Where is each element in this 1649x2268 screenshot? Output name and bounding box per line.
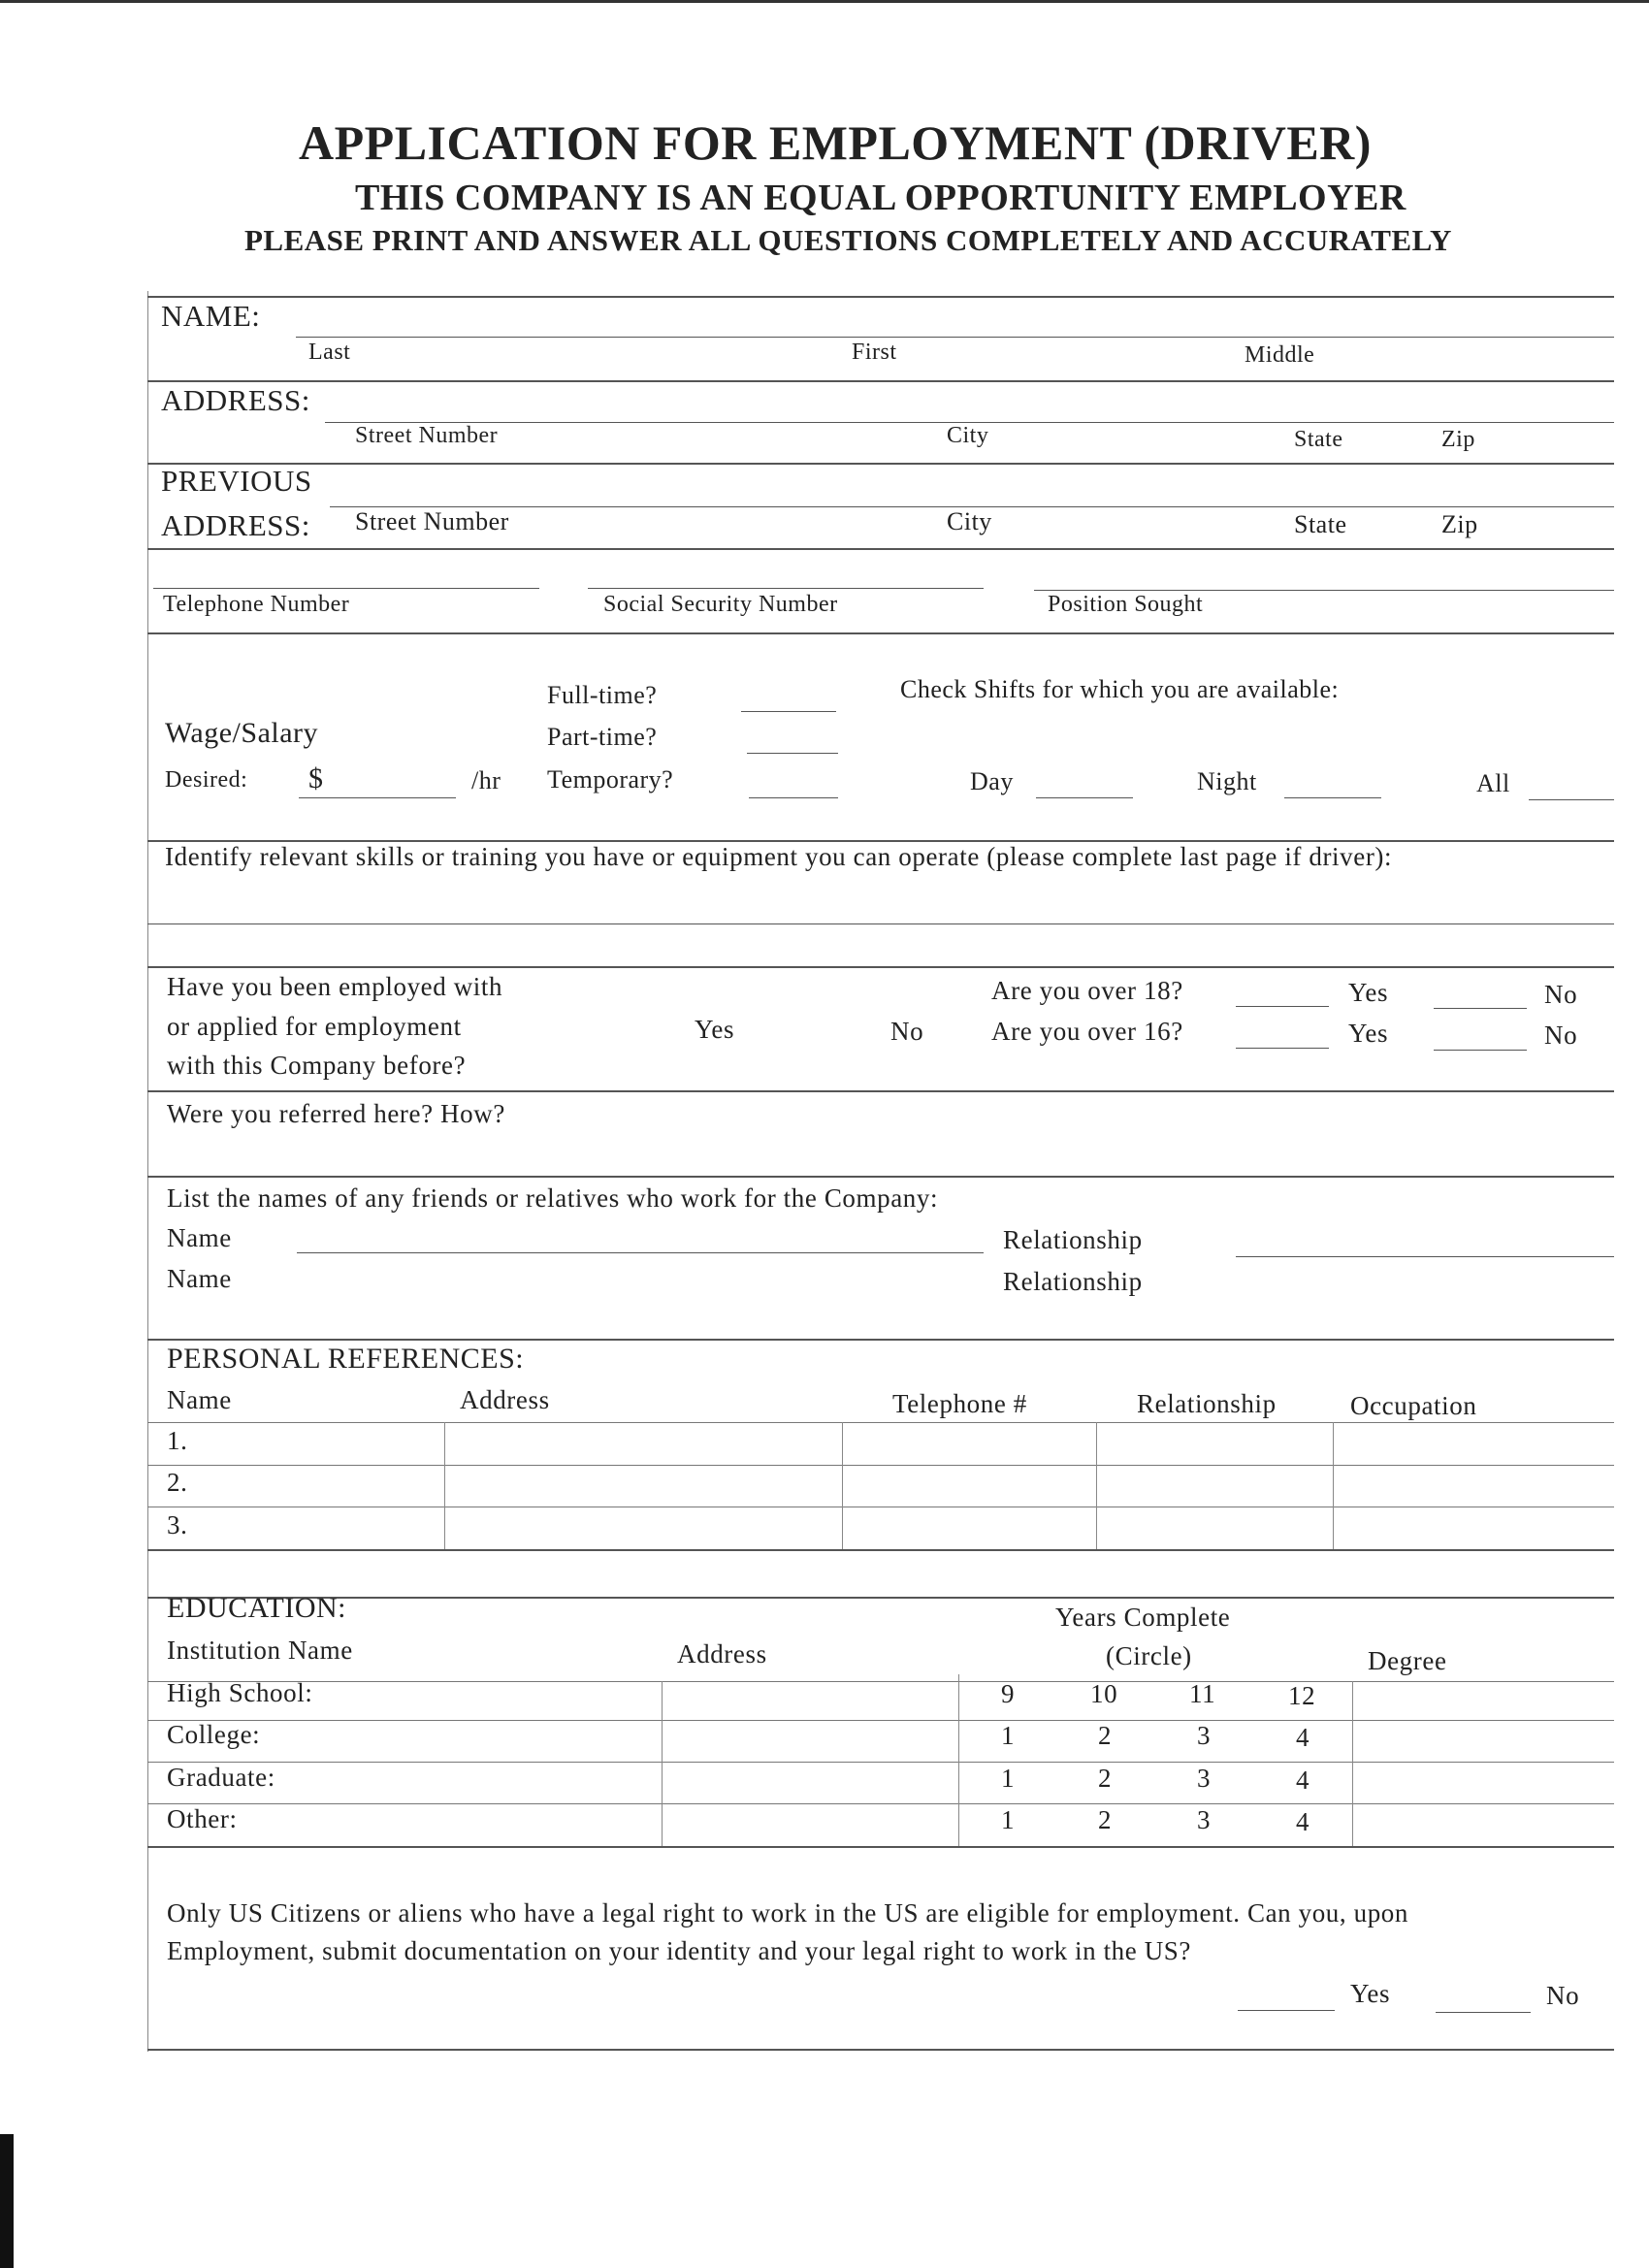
edu-year-other-4[interactable]: 4 — [1296, 1807, 1310, 1836]
address-state-caption: State — [1294, 427, 1343, 452]
full-time-label: Full-time? — [547, 681, 658, 709]
address-section-divider — [147, 463, 1614, 465]
over-16-yes: Yes — [1348, 1019, 1389, 1048]
employed-before-line-3: with this Company before? — [167, 1051, 467, 1080]
education-bottom-line — [147, 1846, 1614, 1848]
education-top-line — [147, 1597, 1614, 1599]
previous-address-divider — [147, 548, 1614, 550]
edu-year-hs-12[interactable]: 12 — [1288, 1681, 1316, 1710]
address-zip-caption: Zip — [1441, 427, 1475, 452]
over-18-label: Are you over 18? — [991, 976, 1183, 1005]
references-vline-1 — [444, 1422, 445, 1549]
relative-name-label-2: Name — [167, 1264, 232, 1293]
over-16-label: Are you over 16? — [991, 1017, 1183, 1046]
references-vline-4 — [1333, 1422, 1334, 1549]
relative-relationship-label-2: Relationship — [1003, 1267, 1143, 1296]
eligibility-no: No — [1546, 1981, 1580, 2010]
reference-row-1: 1. — [167, 1426, 188, 1455]
references-col-telephone: Telephone # — [892, 1389, 1027, 1418]
reference-row-3: 3. — [167, 1510, 188, 1539]
part-time-label: Part-time? — [547, 723, 658, 751]
over-18-yes-input[interactable] — [1236, 1006, 1329, 1007]
edu-year-other-2[interactable]: 2 — [1098, 1805, 1113, 1834]
full-time-input[interactable] — [741, 711, 836, 712]
references-row-line-1 — [147, 1465, 1614, 1466]
relatives-section-divider — [147, 1339, 1614, 1341]
all-shift-input[interactable] — [1529, 799, 1614, 800]
desired-label: Desired: — [165, 767, 248, 793]
eligibility-yes-input[interactable] — [1238, 2010, 1335, 2011]
skills-prompt: Identify relevant skills or training you have or equipment you can operate (please complete last page if driver): — [165, 842, 1393, 871]
edu-row-graduate: Graduate: — [167, 1763, 275, 1792]
form-instructions: PLEASE PRINT AND ANSWER ALL QUESTIONS COMPLETELY AND ACCURATELY — [244, 223, 1452, 257]
scan-top-edge — [0, 0, 1649, 3]
contact-row-divider — [147, 632, 1614, 634]
over-16-no-input[interactable] — [1434, 1050, 1527, 1051]
references-vline-2 — [842, 1422, 843, 1549]
temporary-label: Temporary? — [547, 765, 674, 794]
referral-prompt: Were you referred here? How? — [167, 1099, 505, 1128]
edu-year-hs-11[interactable]: 11 — [1189, 1679, 1216, 1708]
name-section-divider — [147, 380, 1614, 382]
form-top-line — [147, 296, 1614, 298]
edu-row-college: College: — [167, 1720, 261, 1749]
telephone-input-line[interactable] — [153, 588, 539, 589]
education-address-header: Address — [677, 1639, 767, 1669]
employed-before-line-2: or applied for employment — [167, 1012, 462, 1041]
reference-row-2: 2. — [167, 1468, 188, 1497]
eligibility-yes: Yes — [1350, 1979, 1391, 2008]
night-shift-label: Night — [1197, 767, 1257, 795]
relative-name-input-1[interactable] — [297, 1252, 984, 1253]
references-vline-3 — [1096, 1422, 1097, 1549]
referral-section-divider — [147, 1176, 1614, 1178]
education-row-line-3 — [147, 1803, 1614, 1804]
per-hour-label: /hr — [471, 766, 501, 794]
employed-before-yes[interactable]: Yes — [695, 1015, 735, 1044]
address-city-caption: City — [947, 423, 989, 448]
scan-edge-mark — [0, 2134, 14, 2268]
name-last-caption: Last — [308, 340, 351, 365]
telephone-caption: Telephone Number — [163, 592, 350, 617]
ssn-input-line[interactable] — [588, 588, 984, 589]
edu-row-other: Other: — [167, 1804, 238, 1833]
references-col-name: Name — [167, 1385, 232, 1414]
relative-relationship-label-1: Relationship — [1003, 1225, 1143, 1254]
employed-before-line-1: Have you been employed with — [167, 972, 503, 1001]
edu-year-college-1[interactable]: 1 — [1001, 1721, 1016, 1750]
edu-year-grad-2[interactable]: 2 — [1098, 1764, 1113, 1793]
form-left-border — [147, 291, 148, 2052]
education-row-line-2 — [147, 1762, 1614, 1763]
previous-address-label-2: ADDRESS: — [161, 508, 310, 542]
edu-year-other-1[interactable]: 1 — [1001, 1805, 1016, 1834]
over-16-no: No — [1544, 1021, 1578, 1050]
references-col-relationship: Relationship — [1137, 1389, 1277, 1418]
relative-name-label-1: Name — [167, 1223, 232, 1252]
over-16-yes-input[interactable] — [1236, 1048, 1329, 1049]
education-header-line — [147, 1681, 1614, 1682]
references-bottom-line — [147, 1549, 1614, 1551]
position-caption: Position Sought — [1048, 592, 1204, 617]
day-shift-label: Day — [970, 767, 1014, 795]
education-vline-2 — [958, 1674, 959, 1846]
previous-zip-caption: Zip — [1441, 510, 1478, 538]
previous-city-caption: City — [947, 507, 992, 535]
over-18-no: No — [1544, 980, 1578, 1009]
employment-section-divider — [147, 1090, 1614, 1092]
education-title: EDUCATION: — [167, 1592, 346, 1624]
all-shift-label: All — [1476, 769, 1510, 797]
circle-label: (Circle) — [1106, 1641, 1192, 1670]
position-input-line[interactable] — [1034, 590, 1614, 591]
degree-header: Degree — [1368, 1646, 1447, 1675]
eligibility-line-1: Only US Citizens or aliens who have a legal right to work in the US are eligible for employment. Can you, upon — [167, 1898, 1409, 1928]
edu-year-hs-9[interactable]: 9 — [1001, 1679, 1016, 1708]
ssn-caption: Social Security Number — [603, 592, 838, 617]
over-18-no-input[interactable] — [1434, 1008, 1527, 1009]
edu-year-grad-1[interactable]: 1 — [1001, 1764, 1016, 1793]
name-input-line[interactable] — [296, 337, 1614, 338]
form-title: APPLICATION FOR EMPLOYMENT (DRIVER) — [299, 115, 1372, 170]
years-complete-label: Years Complete — [1055, 1603, 1231, 1632]
night-shift-input[interactable] — [1284, 797, 1381, 798]
references-title: PERSONAL REFERENCES: — [167, 1343, 525, 1375]
previous-address-label-1: PREVIOUS — [161, 464, 312, 498]
form-subtitle: THIS COMPANY IS AN EQUAL OPPORTUNITY EMPLOYER — [355, 178, 1406, 218]
institution-name-header: Institution Name — [167, 1636, 353, 1665]
previous-street-caption: Street Number — [355, 507, 509, 535]
name-first-caption: First — [852, 340, 897, 365]
edu-year-other-3[interactable]: 3 — [1197, 1805, 1212, 1834]
education-vline-3 — [1352, 1681, 1353, 1846]
edu-year-hs-10[interactable]: 10 — [1090, 1679, 1118, 1708]
references-header-line — [147, 1422, 1614, 1423]
education-row-line-1 — [147, 1720, 1614, 1721]
wage-input-line[interactable] — [299, 797, 456, 798]
relative-relationship-input-1[interactable] — [1236, 1256, 1614, 1257]
eligibility-line-2: Employment, submit documentation on your identity and your legal right to work in the US? — [167, 1936, 1191, 1965]
references-col-occupation: Occupation — [1350, 1391, 1477, 1420]
previous-state-caption: State — [1294, 510, 1347, 538]
address-label: ADDRESS: — [161, 383, 310, 417]
part-time-input[interactable] — [747, 753, 838, 754]
wage-salary-label: Wage/Salary — [165, 717, 319, 749]
relatives-prompt: List the names of any friends or relatives who work for the Company: — [167, 1183, 939, 1213]
address-street-caption: Street Number — [355, 423, 499, 448]
edu-year-grad-4[interactable]: 4 — [1296, 1766, 1310, 1795]
shifts-label: Check Shifts for which you are available: — [900, 675, 1340, 703]
employed-before-no[interactable]: No — [890, 1017, 924, 1046]
edu-year-college-3[interactable]: 3 — [1197, 1721, 1212, 1750]
education-vline-1 — [662, 1681, 663, 1846]
skills-section-divider — [147, 966, 1614, 968]
name-middle-caption: Middle — [1245, 342, 1315, 368]
temporary-input[interactable] — [749, 797, 838, 798]
day-shift-input[interactable] — [1036, 797, 1133, 798]
dollar-sign: $ — [308, 762, 324, 794]
over-18-yes: Yes — [1348, 978, 1389, 1007]
form-bottom-line — [147, 2049, 1614, 2051]
eligibility-no-input[interactable] — [1436, 2012, 1531, 2013]
edu-year-grad-3[interactable]: 3 — [1197, 1764, 1212, 1793]
edu-year-college-2[interactable]: 2 — [1098, 1721, 1113, 1750]
skills-answer-line[interactable] — [147, 923, 1614, 924]
references-col-address: Address — [460, 1385, 550, 1414]
name-label: NAME: — [161, 299, 261, 333]
edu-year-college-4[interactable]: 4 — [1296, 1723, 1310, 1752]
edu-row-high-school: High School: — [167, 1678, 313, 1707]
